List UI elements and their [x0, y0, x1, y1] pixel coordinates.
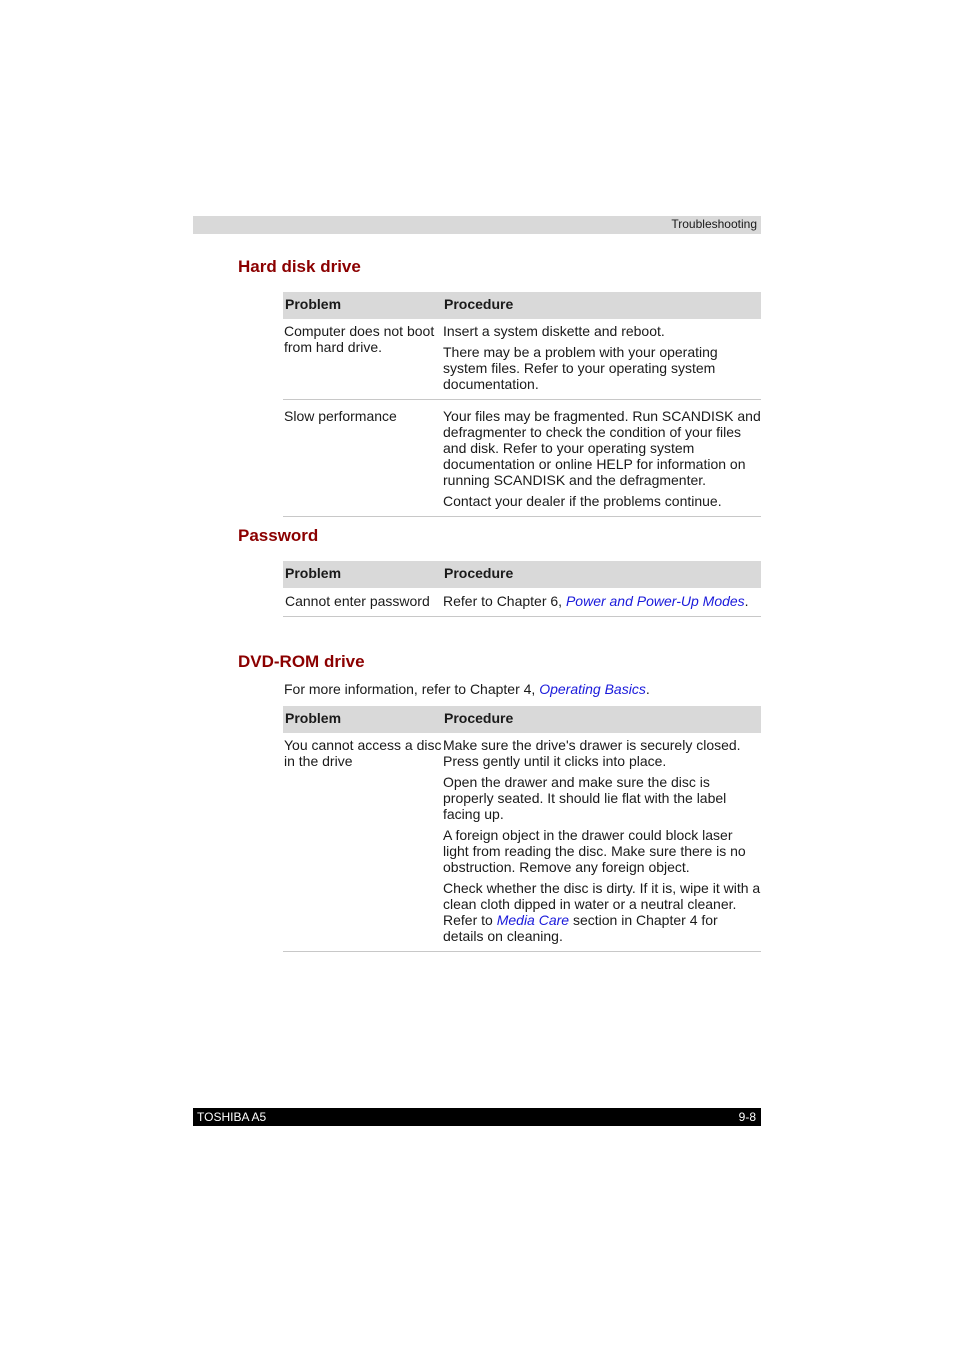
section-title-hard-disk-drive: Hard disk drive — [238, 257, 361, 276]
table-header — [283, 292, 761, 319]
problem-cell: Computer does not boot from hard drive. — [284, 323, 435, 355]
column-header-procedure: Procedure — [444, 296, 514, 312]
procedure-text-prefix: Check whether the disc is dirty. If it is, wipe it with a clean cloth dipped in water or a neutral cleaner. Refer to — [443, 880, 761, 928]
intro-text-prefix: For more information, refer to Chapter 4, — [284, 681, 540, 697]
procedure-text-suffix: section in Chapter 4 for details on cleaning. — [443, 912, 718, 944]
header-section-name: Troubleshooting — [671, 217, 757, 231]
procedure-text: Contact your dealer if the problems continue. — [443, 493, 722, 509]
procedure-cell — [443, 323, 761, 392]
problem-text: Cannot enter password — [285, 593, 430, 609]
intro-text-suffix: . — [645, 681, 650, 697]
table-header — [283, 706, 761, 733]
procedure-text: A foreign object in the drawer could block laser light from reading the disc. Make sure there is no obstruction. Remove any foreign object. — [443, 827, 746, 875]
footer-brand: TOSHIBA A5 — [197, 1110, 267, 1124]
column-header-problem: Problem — [285, 296, 342, 312]
problem-cell: Slow performance — [284, 408, 397, 424]
column-header-procedure: Procedure — [444, 710, 514, 726]
column-header-problem: Problem — [285, 565, 342, 581]
chapter-link-media-care[interactable]: Media Care — [496, 912, 570, 928]
footer-bar — [193, 1108, 761, 1126]
section-title-password: Password — [238, 526, 319, 545]
page-number: 9-8 — [738, 1110, 756, 1124]
procedure-cell — [443, 408, 761, 509]
procedure-text-prefix: Refer to Chapter 6, — [443, 593, 566, 609]
column-header-procedure: Procedure — [444, 565, 514, 581]
procedure-text — [443, 593, 761, 609]
chapter-link-power-modes[interactable]: Power and Power-Up Modes — [565, 593, 745, 609]
header-bar — [193, 216, 761, 234]
procedure-text — [443, 880, 761, 944]
table-row — [283, 319, 761, 400]
table-row — [283, 400, 761, 517]
problem-cell — [283, 593, 443, 609]
dvd-table — [283, 706, 761, 952]
problem-cell: You cannot access a disc in the drive — [284, 737, 442, 769]
procedure-cell — [443, 737, 761, 944]
chapter-link-operating-basics[interactable]: Operating Basics — [539, 681, 646, 697]
procedure-text: There may be a problem with your operating system files. Refer to your operating system documentation. — [443, 344, 718, 392]
table-row — [283, 733, 761, 952]
procedure-text-suffix: . — [744, 593, 749, 609]
section-title-dvd-rom-drive: DVD-ROM drive — [238, 652, 365, 671]
password-table — [283, 561, 761, 617]
procedure-cell — [443, 593, 761, 609]
procedure-text: Your files may be fragmented. Run SCANDISK and defragmenter to check the condition of your files and disk. Refer to your operating system documentation or online HELP for information on running SCANDISK and the defragmenter. — [443, 408, 761, 488]
procedure-text: Make sure the drive's drawer is securely closed. Press gently until it clicks into place. — [443, 737, 741, 769]
hard-disk-table — [283, 292, 761, 517]
column-header-problem: Problem — [285, 710, 342, 726]
table-header — [283, 561, 761, 588]
procedure-text: Open the drawer and make sure the disc is properly seated. It should lie flat with the label facing up. — [443, 774, 727, 822]
table-row — [283, 588, 761, 617]
dvd-intro-text — [284, 681, 650, 697]
procedure-text: Insert a system diskette and reboot. — [443, 323, 665, 339]
